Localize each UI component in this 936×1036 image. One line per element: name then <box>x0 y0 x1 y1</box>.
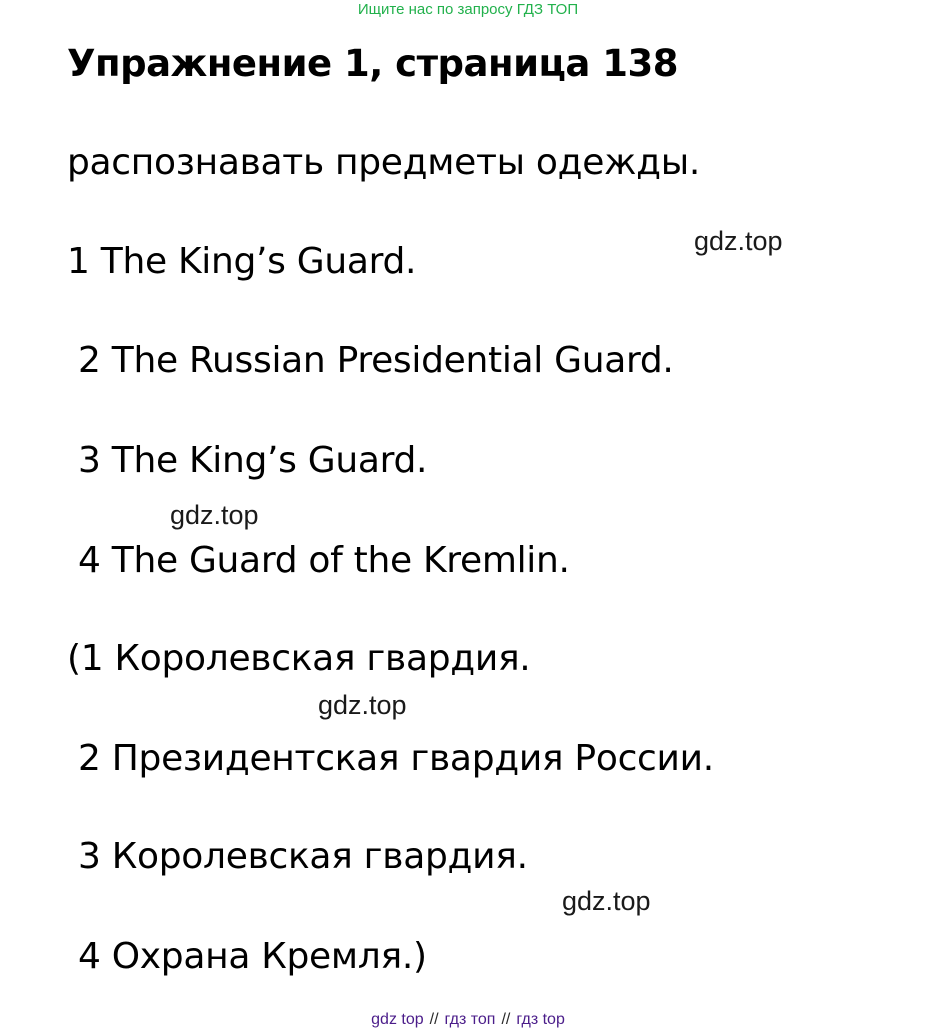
footer-link-3[interactable]: гдз top <box>516 1011 565 1028</box>
answer-line-ru-4: 4 Охрана Кремля.) <box>78 936 427 977</box>
answer-line-ru-2: 2 Президентская гвардия России. <box>78 738 714 779</box>
footer-link-1[interactable]: gdz top <box>371 1011 424 1028</box>
answer-line-en-4: 4 The Guard of the Kremlin. <box>78 540 570 581</box>
watermark: gdz.top <box>318 690 407 720</box>
footer <box>0 1011 936 1029</box>
task-description: распознавать предметы одежды. <box>67 142 701 183</box>
top-banner: Ищите нас по запросу ГДЗ ТОП <box>357 1 579 18</box>
answer-line-en-1: 1 The King’s Guard. <box>67 241 417 282</box>
answer-line-ru-3: 3 Королевская гвардия. <box>78 836 528 877</box>
page-title: Упражнение 1, страница 138 <box>67 42 678 85</box>
answer-line-en-3: 3 The King’s Guard. <box>78 440 428 481</box>
watermark: gdz.top <box>694 226 783 256</box>
footer-separator: // <box>429 1011 439 1028</box>
footer-link-2[interactable]: гдз топ <box>444 1011 496 1028</box>
footer-separator: // <box>501 1011 511 1028</box>
watermark: gdz.top <box>170 500 259 530</box>
answer-line-ru-1: (1 Королевская гвардия. <box>67 638 531 679</box>
answer-line-en-2: 2 The Russian Presidential Guard. <box>78 340 674 381</box>
watermark: gdz.top <box>562 886 651 916</box>
